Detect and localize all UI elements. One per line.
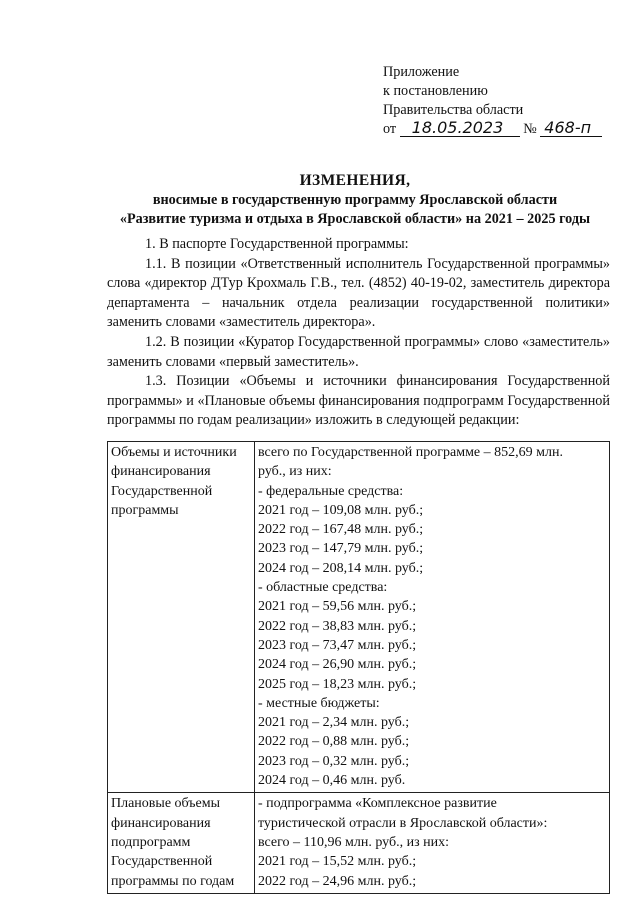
document-title (100, 171, 610, 229)
row-content-cell (255, 442, 610, 793)
date-number-line (383, 120, 602, 139)
content-line: 2024 год – 208,14 млн. руб.; (258, 560, 424, 576)
paragraph-1-2: 1.2. В позиции «Куратор Государственной программы» слово «заместитель» заменить словами «первый заместитель». (107, 333, 610, 370)
appendix-label: Приложение (383, 64, 460, 80)
content-line: 2023 год – 147,79 млн. руб.; (258, 541, 424, 557)
content-line: 2023 год – 73,47 млн. руб.; (258, 637, 417, 653)
label-line: Плановые объемы (111, 796, 221, 812)
label-line: финансирования (111, 815, 211, 831)
label-line: программы по годам (111, 873, 235, 889)
row-label-cell (108, 793, 255, 893)
content-line: всего – 110,96 млн. руб., из них: (258, 834, 449, 850)
content-line: 2022 год – 0,88 млн. руб.; (258, 734, 410, 750)
content-line: туристической отрасли в Ярославской области»: (258, 815, 548, 831)
content-line: руб., из них: (258, 464, 332, 480)
title-program-name: «Развитие туризма и отдыха в Ярославской области» на 2021 – 2025 годы (119, 211, 591, 227)
content-line: 2021 год – 15,52 млн. руб.; (258, 854, 417, 870)
content-line: 2024 год – 0,46 млн. руб. (258, 773, 406, 789)
financing-table (107, 441, 610, 894)
appendix-stamp (383, 63, 602, 139)
label-line: программы (111, 502, 179, 518)
content-line: 2021 год – 109,08 млн. руб.; (258, 502, 424, 518)
handwritten-date: 18.05.2023 (400, 120, 520, 137)
table-row (108, 793, 610, 893)
row-label-cell (108, 442, 255, 793)
row-content-cell (255, 793, 610, 893)
content-line: - подпрограмма «Комплексное развитие (258, 796, 497, 812)
label-line: подпрограмм (111, 834, 191, 850)
label-line: Объемы и источники (111, 445, 237, 460)
content-line: всего по Государственной программе – 852,69 млн. (258, 445, 563, 460)
label-line: Государственной (111, 483, 213, 499)
title-subtitle: вносимые в государственную программу Ярославской области (152, 192, 558, 208)
paragraph-1: 1. В паспорте Государственной программы: (145, 236, 409, 252)
paragraph-1-3: 1.3. Позиции «Объемы и источники финансирования Государственной программы» и «Плановые объемы финансирования подпрограмм Государственной программы по годам реализации» изложить в следующей редакции: (107, 373, 610, 429)
content-line: - местные бюджеты: (258, 695, 380, 711)
content-line: 2021 год – 59,56 млн. руб.; (258, 599, 417, 615)
resolution-label: к постановлению (383, 83, 488, 99)
content-line: 2021 год – 2,34 млн. руб.; (258, 715, 410, 731)
from-label: от (383, 121, 397, 137)
label-line: финансирования (111, 464, 211, 480)
document-body (107, 235, 610, 431)
content-line: 2024 год – 26,90 млн. руб.; (258, 657, 417, 673)
handwritten-number: 468-п (540, 120, 602, 137)
government-label: Правительства области (383, 102, 524, 118)
content-line: 2022 год – 38,83 млн. руб.; (258, 618, 417, 634)
content-line: - областные средства: (258, 580, 388, 596)
content-line: 2025 год – 18,23 млн. руб.; (258, 676, 417, 692)
content-line: 2022 год – 167,48 млн. руб.; (258, 522, 424, 538)
number-label: № (523, 121, 537, 137)
content-line: 2022 год – 24,96 млн. руб.; (258, 873, 417, 889)
table-row (108, 442, 610, 793)
content-line: - федеральные средства: (258, 483, 404, 499)
label-line: Государственной (111, 854, 213, 870)
title-main: ИЗМЕНЕНИЯ, (299, 172, 411, 189)
content-line: 2023 год – 0,32 млн. руб.; (258, 753, 410, 769)
paragraph-1-1: 1.1. В позиции «Ответственный исполнитель Государственной программы» слова «директор ДТур Крохмаль Г.В., тел. (4852) 40-19-02, заместитель директора департамента – начальник отдела реализации государственной политики» заменить словами «заместитель директора». (107, 255, 610, 331)
